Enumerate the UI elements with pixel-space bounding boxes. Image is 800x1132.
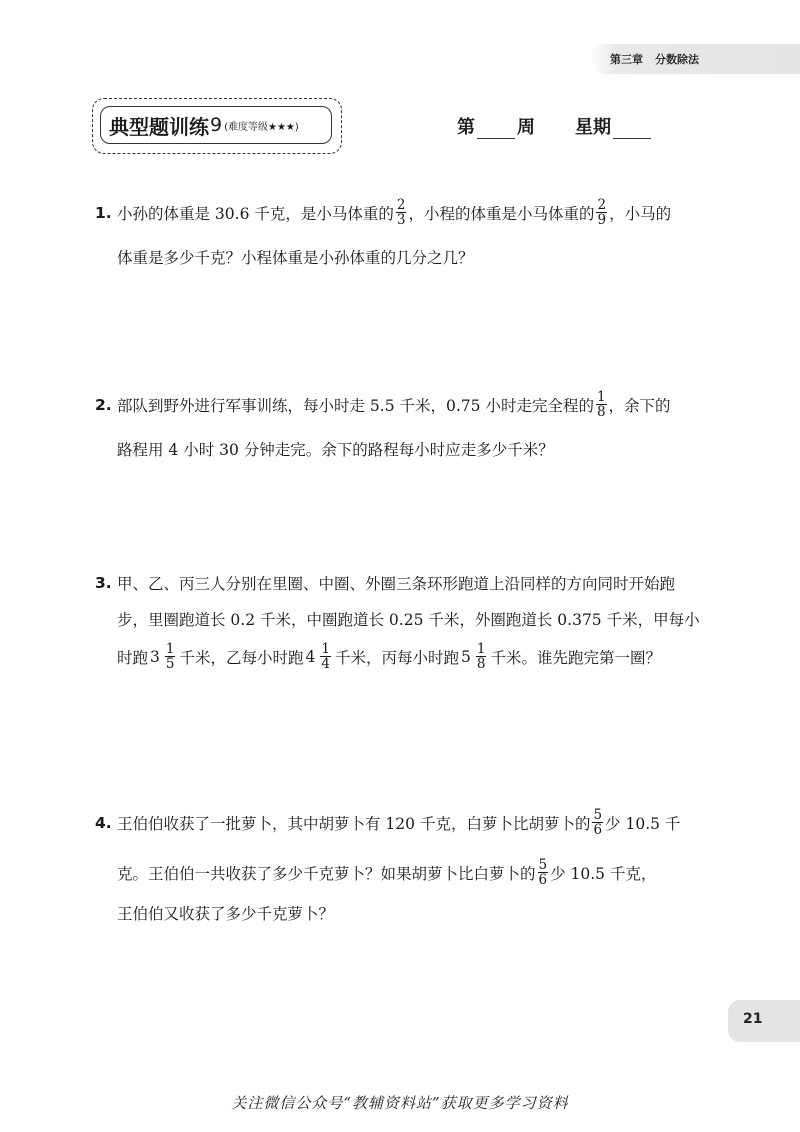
question-text: 千米，乙每小时跑 [179, 648, 304, 667]
fraction: $\frac{2}{9}$ [597, 197, 607, 229]
question-text: 克。王伯伯一共收获了多少千克萝卜？如果胡萝卜比白萝卜的 [117, 864, 536, 883]
page-number-tab [728, 1000, 800, 1042]
question-number: 2. [95, 395, 112, 414]
question-text: 部队到野外进行军事训练，每小时走 5.5 千米，0.75 小时走完全程的 [117, 396, 594, 415]
fraction: $\frac{5}{6}$ [538, 857, 548, 889]
chapter-label: 第三章 [610, 53, 643, 66]
question-number: 4. [95, 813, 112, 832]
title-main: 典型题训练 [109, 114, 209, 139]
question-number: 3. [95, 574, 112, 592]
section-label: 分数除法 [655, 53, 699, 66]
question-text: 体重是多少千克？小程体重是小孙体重的几分之几？ [117, 249, 474, 267]
week-fill-in [457, 113, 651, 139]
question-text: 千米，丙每小时跑 [334, 648, 459, 667]
mixed-number: 4 $\frac{1}{4}$ [305, 641, 330, 673]
question-text: 路程用 4 小时 30 分钟走完。余下的路程每小时应走多少千米？ [117, 441, 554, 459]
mixed-number: 3 $\frac{1}{5}$ [150, 641, 175, 673]
title-difficulty: (难度等级★★★) [224, 121, 299, 133]
page-number: 21 [743, 1011, 763, 1027]
mixed-number: 5 $\frac{1}{8}$ [460, 641, 486, 673]
question-text: 步，里圈跑道长 0.2 千米，中圈跑道长 0.25 千米，外圈跑道长 0.375 千米，甲每小 [117, 611, 700, 629]
footer-note: 关注微信公众号“教辅资料站”获取更多学习资料 [231, 1094, 569, 1112]
question-text: 王伯伯又收获了多少千克萝卜？ [117, 905, 335, 923]
exercise-title [100, 106, 332, 144]
question-text: ，小马的 [609, 204, 672, 223]
question-text: ，余下的 [608, 396, 671, 415]
question-text: 少 10.5 千克， [550, 864, 657, 883]
fraction: $\frac{2}{3}$ [396, 197, 406, 229]
fraction: $\frac{5}{6}$ [593, 807, 603, 839]
question-text: 王伯伯收获了一批萝卜，其中胡萝卜有 120 千克，白萝卜比胡萝卜的 [117, 814, 591, 833]
question-text: ，小程的体重是小马体重的 [408, 204, 595, 223]
question-text: 千米。谁先跑完第一圈？ [490, 648, 661, 667]
week-zhou-label: 周 [517, 117, 535, 138]
fraction: $\frac{1}{8}$ [596, 389, 606, 421]
chapter-header [610, 51, 699, 67]
question-number: 1. [95, 203, 112, 222]
weekday-label: 星期 [575, 117, 611, 138]
week-di-label: 第 [457, 117, 475, 138]
weekday-blank[interactable] [613, 120, 651, 139]
question-text: 甲、乙、丙三人分别在里圈、中圈、外圈三条环形跑道上沿同样的方向同时开始跑 [117, 575, 676, 593]
question-text: 少 10.5 千 [605, 814, 681, 833]
week-number-blank[interactable] [477, 120, 515, 139]
question-text: 时跑 [117, 648, 149, 667]
title-number: 9 [210, 114, 223, 136]
question-text: 小孙的体重是 30.6 千克，是小马体重的 [117, 204, 394, 223]
